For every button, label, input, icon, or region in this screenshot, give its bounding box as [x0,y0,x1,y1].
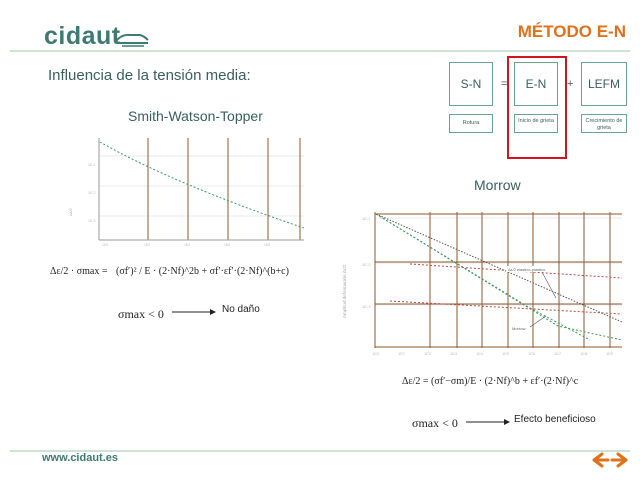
morrow-curve-red-2 [390,301,622,314]
morrow-formula: Δε/2 = (σf′−σm)/E · (2·Nf)^b + εf′·(2·Nf)^c [402,376,579,387]
morrow-result: Efecto beneficioso [514,414,596,425]
section-subtitle: Influencia de la tensión media: [48,67,251,84]
method-box-en: E-N [514,62,558,106]
svg-text:Amplitud deformación Δε/2: Amplitud deformación Δε/2 [342,264,347,318]
svg-text:1E3: 1E3 [450,351,458,356]
svg-text:1E0: 1E0 [102,243,109,247]
method-box-lefm: LEFM [581,62,627,106]
svg-text:1E8: 1E8 [264,243,271,247]
svg-text:1E6: 1E6 [528,351,536,356]
caption-sn: Rotura [449,114,493,133]
svg-text:1E-2: 1E-2 [362,262,371,267]
swt-formula-lhs: Δε/2 · σmax = [50,266,108,277]
plus-sign: + [567,78,574,90]
swt-curve [100,142,304,228]
caption-en: Inicio de grieta [514,114,558,133]
morrow-chart [330,208,630,358]
arrow-right-icon[interactable] [612,454,626,466]
svg-text:1E0: 1E0 [372,351,380,356]
svg-text:Δε/2: Δε/2 [68,208,73,216]
caption-lefm: Crecimiento de grieta [581,114,627,133]
svg-text:Δε/2 elastico-plastico: Δε/2 elastico-plastico [508,267,546,272]
car-logo-icon [114,28,150,50]
highlight-frame [507,56,567,159]
svg-text:1E7: 1E7 [554,351,562,356]
svg-text:Morrow: Morrow [512,326,526,331]
svg-text:1E4: 1E4 [184,243,191,247]
svg-text:1E9: 1E9 [606,351,614,356]
swt-heading: Smith-Watson-Topper [128,108,263,124]
svg-text:1E-3: 1E-3 [362,304,371,309]
arrow-left-icon[interactable] [594,454,608,466]
swt-condition: σmax < 0 [118,307,164,321]
footer-url[interactable]: www.cidaut.es [42,452,119,464]
swt-chart [64,136,314,248]
svg-text:1E4: 1E4 [476,351,484,356]
equals-sign: = [501,78,508,90]
page-title: MÉTODO E-N [517,22,626,41]
svg-text:1E8: 1E8 [580,351,588,356]
swt-formula-rhs: (σf′)² / E · (2·Nf)^2b + σf′·εf′·(2·Nf)^(b+c) [116,266,289,277]
header-divider [10,50,630,52]
svg-text:1E2: 1E2 [424,351,432,356]
morrow-grid-lines [375,212,622,348]
svg-text:1E1: 1E1 [398,351,406,356]
svg-text:1E5: 1E5 [502,351,510,356]
svg-text:1E2: 1E2 [144,243,151,247]
svg-text:1E-3: 1E-3 [88,219,96,223]
svg-text:1E6: 1E6 [224,243,231,247]
arrow-right-icon [170,307,218,317]
morrow-condition: σmax < 0 [412,416,458,430]
nav-arrows [588,450,632,470]
morrow-heading: Morrow [474,177,521,193]
method-box-sn: S-N [449,62,493,106]
cidaut-logo: cidaut [44,22,121,50]
svg-text:1E-1: 1E-1 [88,163,96,167]
swt-grid-lines [148,138,300,240]
swt-result: No daño [222,304,260,315]
morrow-curve-green-2 [376,214,590,340]
arrow-right-icon [464,417,512,427]
morrow-curve-black [376,214,622,322]
svg-text:1E-1: 1E-1 [362,216,371,221]
svg-text:1E-2: 1E-2 [88,191,96,195]
morrow-curve-green-1 [376,214,622,340]
